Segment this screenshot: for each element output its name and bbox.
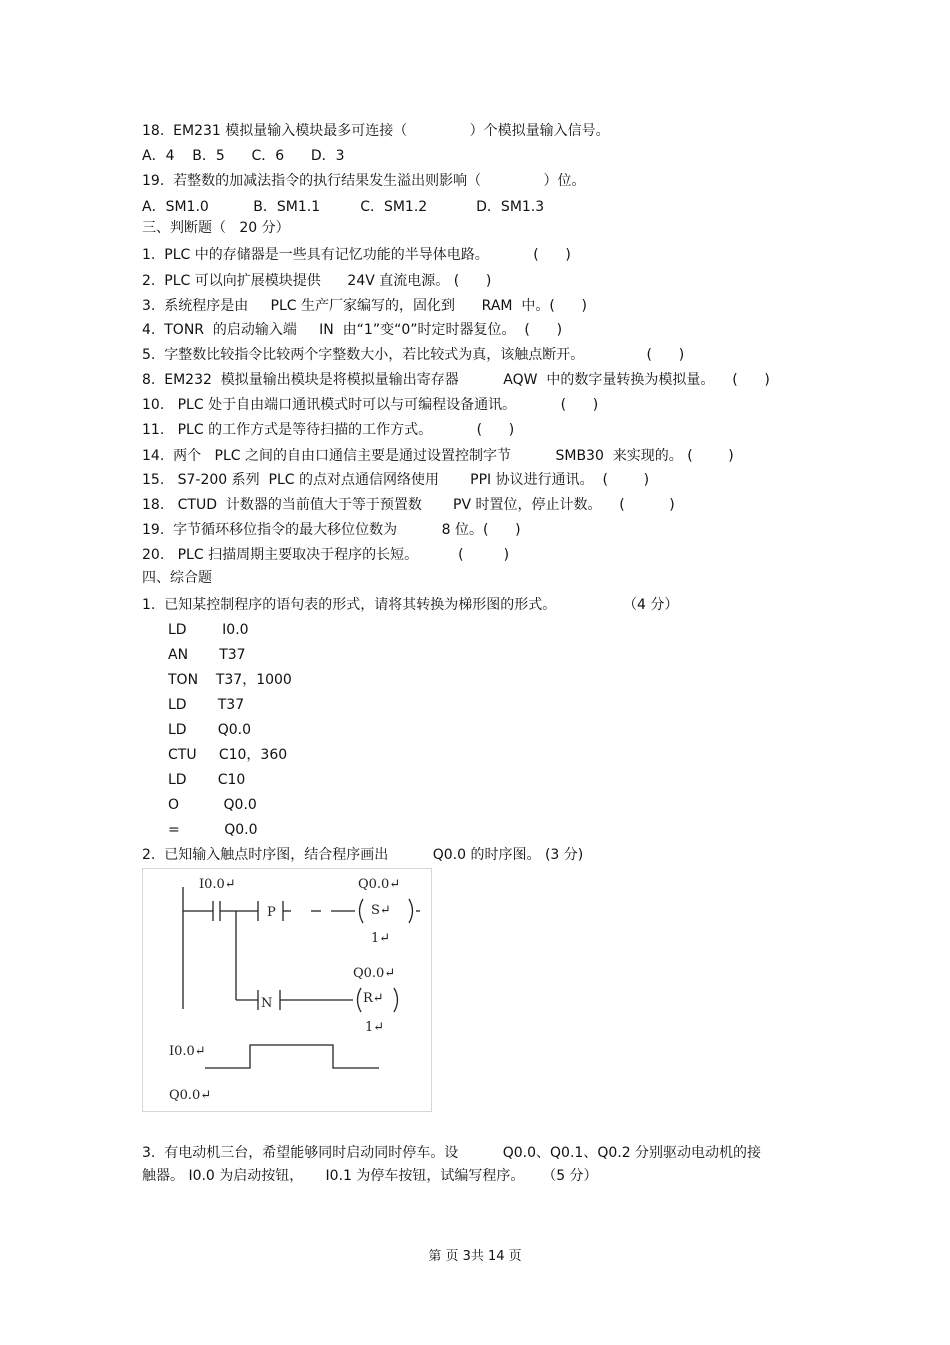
question-18-multiple-choice: 18. EM231 模拟量输入模块最多可连接（ ）个模拟量输入信号。: [142, 123, 610, 139]
tf-item: 8. EM232 模拟量输出模块是将模拟量输出寄存器 AQW 中的数字量转换为模拟量。 ( ): [142, 372, 770, 388]
negative-edge-label: N: [261, 996, 273, 1011]
tf-item: 1. PLC 中的存储器是一些具有记忆功能的半导体电路。 ( ): [142, 247, 571, 263]
comprehensive-question-3-line1: 3. 有电动机三台，希望能够同时启动同时停车。设 Q0.0、Q0.1、Q0.2 分别驱动电动机的接: [142, 1145, 762, 1161]
tf-item: 10. PLC 处于自由端口通讯模式时可以与可编程设备通讯。 ( ): [142, 397, 599, 413]
timing-output-label: Q0.0↵: [169, 1088, 212, 1103]
page-footer: 第 页 3共 14 页: [428, 1249, 522, 1264]
statement-list-line: LD I0.0: [168, 622, 249, 638]
comprehensive-question-1: 1. 已知某控制程序的语句表的形式，请将其转换为梯形图的形式。 （4 分）: [142, 597, 679, 613]
question-19-options: A．SM1.0 B．SM1.1 C．SM1.2 D．SM1.3: [142, 199, 545, 215]
statement-list-line: AN T37: [168, 647, 246, 663]
section-heading-true-false: 三、判断题（ 20 分）: [142, 220, 290, 236]
tf-item: 5. 字整数比较指令比较两个字整数大小，若比较式为真，该触点断开。 ( ): [142, 347, 685, 363]
statement-list-line: LD Q0.0: [168, 722, 252, 738]
set-coil-label: S↵: [371, 903, 391, 918]
tf-item: 11. PLC 的工作方式是等待扫描的工作方式。 ( ): [142, 422, 515, 438]
timing-input-label: I0.0↵: [169, 1044, 206, 1059]
coil-address-label: Q0.0↵: [353, 966, 396, 981]
tf-item: 4. TONR 的启动输入端 IN 由“1”变“0”时定时器复位。 ( ): [142, 322, 563, 338]
question-19-multiple-choice: 19. 若整数的加减法指令的执行结果发生溢出则影响（ ）位。: [142, 173, 586, 189]
tf-item: 2. PLC 可以向扩展模块提供 24V 直流电源。 ( ): [142, 273, 492, 289]
set-count-label: 1↵: [371, 931, 391, 946]
tf-item: 15. S7-200 系列 PLC 的点对点通信网络使用 PPI 协议进行通讯。 ( ): [142, 472, 650, 488]
tf-item: 19. 字节循环移位指令的最大移位位数为 8 位。( ): [142, 522, 521, 538]
statement-list-line: CTU C10，360: [168, 747, 288, 763]
tf-item: 3. 系统程序是由 PLC 生产厂家编写的，固化到 RAM 中。( ): [142, 298, 588, 314]
statement-list-line: O Q0.0: [168, 797, 257, 813]
positive-edge-label: P: [267, 905, 276, 920]
reset-count-label: 1↵: [365, 1020, 385, 1035]
statement-list-line: = Q0.0: [168, 822, 258, 838]
tf-item: 14. 两个 PLC 之间的自由口通信主要是通过设置控制字节 SMB30 来实现的。 ( ): [142, 448, 734, 464]
tf-item: 18. CTUD 计数器的当前值大于等于预置数 PV 时置位，停止计数。 ( ): [142, 497, 675, 513]
question-18-options: A．4 B．5 C．6 D．3: [142, 148, 345, 164]
tf-item: 20. PLC 扫描周期主要取决于程序的长短。 ( ): [142, 547, 510, 563]
statement-list-line: LD C10: [168, 772, 246, 788]
input-contact-label: I0.0↵: [199, 877, 236, 892]
section-heading-comprehensive: 四、综合题: [142, 570, 212, 586]
comprehensive-question-2: 2. 已知输入触点时序图，结合程序画出 Q0.0 的时序图。 (3 分): [142, 847, 584, 863]
statement-list-line: TON T37，1000: [168, 672, 292, 688]
ladder-and-timing-diagram: [142, 868, 432, 1112]
statement-list-line: LD T37: [168, 697, 245, 713]
coil-address-label: Q0.0↵: [358, 877, 401, 892]
comprehensive-question-3-line2: 触器。 I0.0 为启动按钮， I0.1 为停车按钮，试编写程序。 （5 分）: [142, 1168, 598, 1184]
reset-coil-label: R↵: [363, 991, 384, 1006]
